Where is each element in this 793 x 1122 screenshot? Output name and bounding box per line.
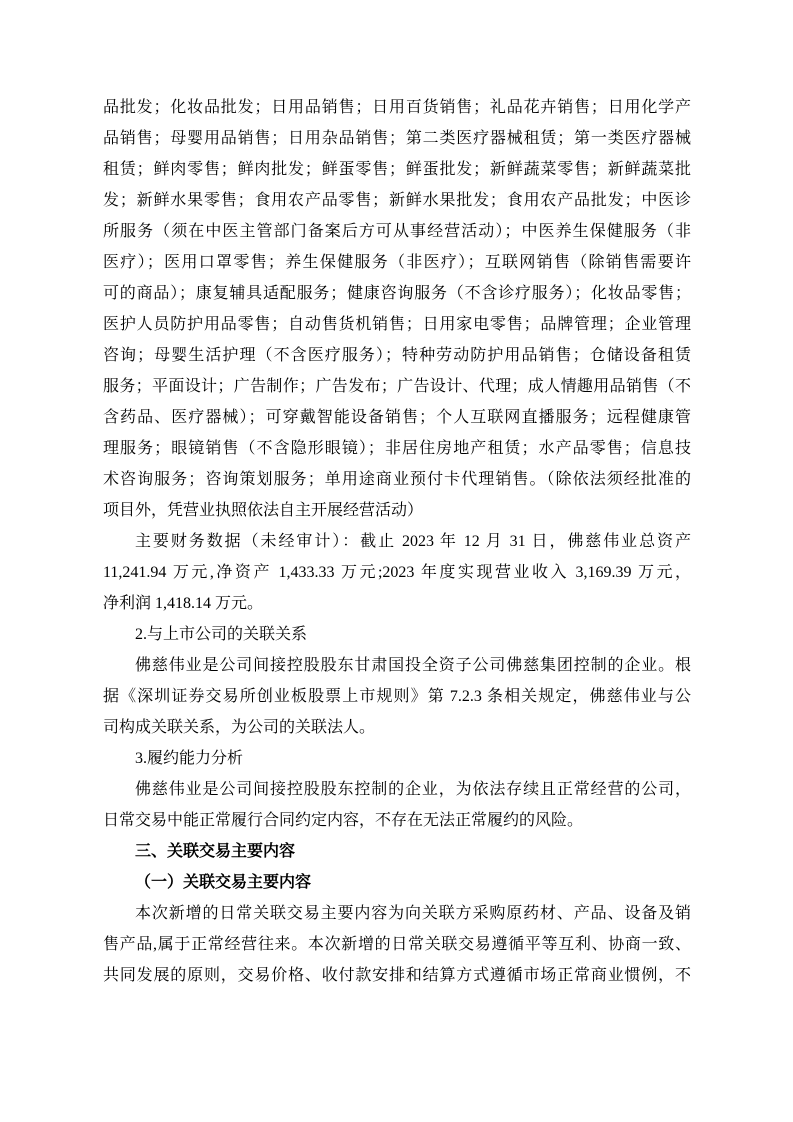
- text-line: 品销售；母婴用品销售；日用杂品销售；第二类医疗器械租赁；第一类医疗器械: [103, 130, 691, 147]
- paragraph: [103, 619, 691, 650]
- paragraph: [103, 92, 691, 526]
- paragraph: [103, 774, 691, 836]
- paragraph: [103, 743, 691, 774]
- text-line: 含药品、医疗器械）；可穿戴智能设备销售；个人互联网直播服务；远程健康管: [103, 409, 691, 426]
- text-line: 可的商品）；康复辅具适配服务；健康咨询服务（不含诊疗服务）；化妆品零售；: [103, 285, 691, 302]
- text-line: 项目外，凭营业执照依法自主开展经营活动）: [103, 502, 424, 519]
- document-content: [103, 92, 691, 991]
- text-line: 所服务（须在中医主管部门备案后方可从事经营活动）；中医养生保健服务（非: [103, 223, 691, 240]
- text-line: 医疗）；医用口罩零售；养生保健服务（非医疗）；互联网销售（除销售需要许: [103, 254, 691, 271]
- paragraph: [103, 526, 691, 619]
- text-line: 医护人员防护用品零售；自动售货机销售；日用家电零售；品牌管理；企业管理: [103, 316, 691, 333]
- text-line: 2.与上市公司的关联关系: [135, 626, 308, 643]
- text-line: 主要财务数据（未经审计）：截止 2023 年 12 月 31 日，佛慈伟业总资产: [135, 533, 691, 550]
- text-line: 11,241.94 万元,净资产 1,433.33 万元;2023 年度实现营业收入 3,169.39 万元，: [103, 564, 691, 581]
- text-line: 三、关联交易主要内容: [135, 843, 296, 860]
- paragraph: [103, 898, 691, 991]
- text-line: 净利润 1,418.14 万元。: [103, 595, 264, 612]
- text-line: 售产品,属于正常经营往来。本次新增的日常关联交易遵循平等互利、协商一致、: [103, 936, 691, 953]
- text-line: 佛慈伟业是公司间接控股股东甘肃国投全资子公司佛慈集团控制的企业。根: [135, 657, 691, 674]
- text-line: 租赁；鲜肉零售；鲜肉批发；鲜蛋零售；鲜蛋批发；新鲜蔬菜零售；新鲜蔬菜批: [103, 161, 691, 178]
- section-heading: [103, 867, 691, 898]
- text-line: 共同发展的原则，交易价格、收付款安排和结算方式遵循市场正常商业惯例，不: [103, 967, 691, 984]
- text-line: 服务；平面设计；广告制作；广告发布；广告设计、代理；成人情趣用品销售（不: [103, 378, 691, 395]
- paragraph: [103, 650, 691, 743]
- text-line: 3.履约能力分析: [135, 750, 244, 767]
- text-line: 司构成关联关系，为公司的关联法人。: [103, 719, 376, 736]
- text-line: 据《深圳证券交易所创业板股票上市规则》第 7.2.3 条相关规定，佛慈伟业与公: [103, 688, 691, 705]
- text-line: 本次新增的日常关联交易主要内容为向关联方采购原药材、产品、设备及销: [135, 905, 691, 922]
- text-line: 发；新鲜水果零售；食用农产品零售；新鲜水果批发；食用农产品批发；中医诊: [103, 192, 691, 209]
- text-line: （一）关联交易主要内容: [135, 874, 312, 891]
- text-line: 术咨询服务；咨询策划服务；单用途商业预付卡代理销售。（除依法须经批准的: [103, 471, 691, 488]
- text-line: 日常交易中能正常履行合同约定内容，不存在无法正常履约的风险。: [103, 812, 584, 829]
- text-line: 理服务；眼镜销售（不含隐形眼镜）；非居住房地产租赁；水产品零售；信息技: [103, 440, 691, 457]
- text-line: 咨询；母婴生活护理（不含医疗服务）；特种劳动防护用品销售；仓储设备租赁: [103, 347, 691, 364]
- section-heading: [103, 836, 691, 867]
- text-line: 佛慈伟业是公司间接控股股东控制的企业，为依法存续且正常经营的公司，: [135, 781, 691, 798]
- text-line: 品批发；化妆品批发；日用品销售；日用百货销售；礼品花卉销售；日用化学产: [103, 99, 691, 116]
